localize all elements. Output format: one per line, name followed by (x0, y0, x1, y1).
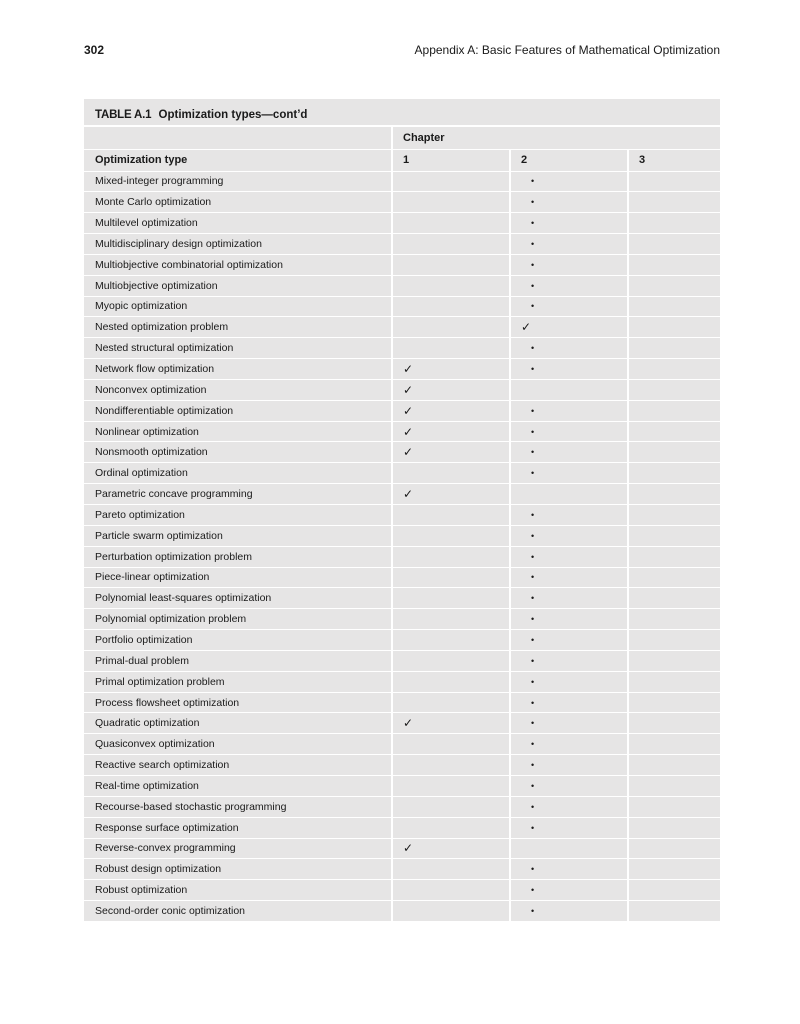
chapter-2-cell (510, 671, 628, 692)
chapter-2-cell (510, 296, 628, 317)
header-empty-cell (84, 127, 392, 149)
check-mark-icon: ✓ (403, 841, 414, 856)
chapter-3-cell (628, 775, 720, 796)
bullet-mark-icon: • (531, 551, 535, 562)
optimization-type-cell: Primal-dual problem (84, 650, 392, 671)
chapter-1-cell (392, 484, 510, 505)
optimization-type-cell: Response surface optimization (84, 817, 392, 838)
chapter-1-cell (392, 650, 510, 671)
check-mark-icon: ✓ (403, 403, 414, 418)
table-row (84, 213, 720, 234)
chapter-group-header: Chapter (392, 127, 720, 149)
chapter-2-cell (510, 609, 628, 630)
optimization-type-cell: Process flowsheet optimization (84, 692, 392, 713)
chapter-1-cell (392, 254, 510, 275)
bullet-mark-icon: • (531, 614, 535, 625)
table-caption (84, 99, 720, 127)
bullet-mark-icon: • (531, 864, 535, 875)
table-row (84, 775, 720, 796)
chapter-1-cell (392, 463, 510, 484)
chapter-1-cell (392, 505, 510, 526)
check-mark-icon: ✓ (403, 716, 414, 731)
header-row-group (84, 127, 720, 149)
chapter-2-cell (510, 817, 628, 838)
chapter-1-cell (392, 734, 510, 755)
optimization-type-cell: Real-time optimization (84, 775, 392, 796)
bullet-mark-icon: • (531, 593, 535, 604)
chapter-1-cell (392, 171, 510, 192)
optimization-type-cell: Myopic optimization (84, 296, 392, 317)
chapter-2-cell (510, 379, 628, 400)
chapter-3-cell (628, 379, 720, 400)
table-row (84, 817, 720, 838)
chapter-2-cell (510, 588, 628, 609)
chapter-1-cell (392, 567, 510, 588)
bullet-mark-icon: • (531, 176, 535, 187)
optimization-type-cell: Perturbation optimization problem (84, 546, 392, 567)
chapter-1-cell (392, 546, 510, 567)
chapter-2-cell (510, 880, 628, 901)
optimization-type-cell: Network flow optimization (84, 359, 392, 380)
running-head: Appendix A: Basic Features of Mathematical Optimization (414, 43, 720, 57)
chapter-3-cell (628, 734, 720, 755)
chapter-3-cell (628, 275, 720, 296)
optimization-type-cell: Quadratic optimization (84, 713, 392, 734)
chapter-1-cell (392, 421, 510, 442)
chapter-3-cell (628, 713, 720, 734)
bullet-mark-icon: • (531, 426, 535, 437)
bullet-mark-icon: • (531, 364, 535, 375)
chapter-2-cell (510, 525, 628, 546)
chapter-2-cell (510, 567, 628, 588)
optimization-type-cell: Particle swarm optimization (84, 525, 392, 546)
chapter-2-cell (510, 213, 628, 234)
chapter-3-cell (628, 421, 720, 442)
table-row (84, 671, 720, 692)
chapter-2-cell (510, 234, 628, 255)
optimization-type-cell: Polynomial optimization problem (84, 609, 392, 630)
chapter-2-cell (510, 484, 628, 505)
bullet-mark-icon: • (531, 530, 535, 541)
bullet-mark-icon: • (531, 822, 535, 833)
check-mark-icon: ✓ (403, 362, 414, 377)
optimization-type-cell: Primal optimization problem (84, 671, 392, 692)
chapter-3-cell (628, 588, 720, 609)
check-mark-icon: ✓ (403, 445, 414, 460)
chapter-1-cell (392, 317, 510, 338)
table-row (84, 505, 720, 526)
bullet-mark-icon: • (531, 676, 535, 687)
chapter-1-cell (392, 859, 510, 880)
chapter-2-cell (510, 171, 628, 192)
optimization-type-cell: Nonconvex optimization (84, 379, 392, 400)
chapter-1-cell (392, 588, 510, 609)
bullet-mark-icon: • (531, 739, 535, 750)
bullet-mark-icon: • (531, 634, 535, 645)
table-row (84, 859, 720, 880)
table-row (84, 254, 720, 275)
table-row (84, 630, 720, 651)
optimization-type-cell: Ordinal optimization (84, 463, 392, 484)
table-row (84, 421, 720, 442)
optimization-type-cell: Robust optimization (84, 880, 392, 901)
chapter-3-cell (628, 463, 720, 484)
chapter-3-cell (628, 192, 720, 213)
chapter-1-cell (392, 901, 510, 922)
bullet-mark-icon: • (531, 468, 535, 479)
bullet-mark-icon: • (531, 343, 535, 354)
chapter-3-cell (628, 525, 720, 546)
optimization-type-cell: Pareto optimization (84, 505, 392, 526)
table-row (84, 734, 720, 755)
chapter-2-cell (510, 546, 628, 567)
optimization-type-cell: Parametric concave programming (84, 484, 392, 505)
chapter-3-cell (628, 317, 720, 338)
optimization-type-header: Optimization type (84, 149, 392, 171)
page-number: 302 (84, 43, 105, 57)
optimization-type-cell: Nested optimization problem (84, 317, 392, 338)
table-row (84, 338, 720, 359)
table-row (84, 234, 720, 255)
chapter-3-cell (628, 505, 720, 526)
chapter-1-cell (392, 755, 510, 776)
chapter-3-cell (628, 817, 720, 838)
table-row (84, 901, 720, 922)
bullet-mark-icon: • (531, 259, 535, 270)
bullet-mark-icon: • (531, 718, 535, 729)
chapter-1-cell (392, 379, 510, 400)
optimization-type-cell: Reverse-convex programming (84, 838, 392, 859)
optimization-type-cell: Nonsmooth optimization (84, 442, 392, 463)
chapter-1-cell (392, 338, 510, 359)
bullet-mark-icon: • (531, 885, 535, 896)
bullet-mark-icon: • (531, 572, 535, 583)
chapter-3-cell (628, 650, 720, 671)
optimization-type-cell: Multilevel optimization (84, 213, 392, 234)
table-row (84, 796, 720, 817)
table-grid (84, 127, 720, 922)
chapter-1-cell (392, 671, 510, 692)
chapter-3-header: 3 (628, 149, 720, 171)
optimization-type-cell: Multiobjective optimization (84, 275, 392, 296)
chapter-1-cell (392, 796, 510, 817)
chapter-1-cell (392, 213, 510, 234)
table-row (84, 609, 720, 630)
header-row-columns (84, 149, 720, 171)
chapter-3-cell (628, 254, 720, 275)
chapter-3-cell (628, 400, 720, 421)
table-row (84, 463, 720, 484)
table-row (84, 484, 720, 505)
bullet-mark-icon: • (531, 655, 535, 666)
optimization-type-cell: Portfolio optimization (84, 630, 392, 651)
bullet-mark-icon: • (531, 218, 535, 229)
chapter-1-cell (392, 359, 510, 380)
optimization-types-table (84, 99, 720, 922)
table-row (84, 359, 720, 380)
chapter-3-cell (628, 296, 720, 317)
table-row (84, 192, 720, 213)
chapter-2-cell (510, 317, 628, 338)
chapter-2-cell (510, 338, 628, 359)
optimization-type-cell: Robust design optimization (84, 859, 392, 880)
chapter-2-cell (510, 630, 628, 651)
bullet-mark-icon: • (531, 238, 535, 249)
bullet-mark-icon: • (531, 280, 535, 291)
chapter-1-cell (392, 713, 510, 734)
chapter-2-header: 2 (510, 149, 628, 171)
chapter-3-cell (628, 213, 720, 234)
chapter-2-cell (510, 254, 628, 275)
table-row (84, 171, 720, 192)
chapter-1-cell (392, 234, 510, 255)
bullet-mark-icon: • (531, 905, 535, 916)
chapter-2-cell (510, 650, 628, 671)
chapter-2-cell (510, 796, 628, 817)
table-row (84, 650, 720, 671)
chapter-3-cell (628, 484, 720, 505)
chapter-3-cell (628, 796, 720, 817)
optimization-type-cell: Multiobjective combinatorial optimization (84, 254, 392, 275)
chapter-3-cell (628, 859, 720, 880)
table-caption-text: Optimization types—cont’d (158, 109, 308, 121)
chapter-3-cell (628, 901, 720, 922)
chapter-1-cell (392, 275, 510, 296)
chapter-3-cell (628, 838, 720, 859)
chapter-2-cell (510, 713, 628, 734)
chapter-1-cell (392, 880, 510, 901)
chapter-2-cell (510, 505, 628, 526)
optimization-type-cell: Monte Carlo optimization (84, 192, 392, 213)
chapter-2-cell (510, 400, 628, 421)
table-row (84, 442, 720, 463)
chapter-2-cell (510, 692, 628, 713)
table-row (84, 317, 720, 338)
check-mark-icon: ✓ (403, 487, 414, 502)
table-row (84, 692, 720, 713)
chapter-3-cell (628, 609, 720, 630)
table-row (84, 838, 720, 859)
optimization-type-cell: Nondifferentiable optimization (84, 400, 392, 421)
chapter-1-cell (392, 192, 510, 213)
optimization-type-cell: Multidisciplinary design optimization (84, 234, 392, 255)
optimization-type-cell: Recourse-based stochastic programming (84, 796, 392, 817)
bullet-mark-icon: • (531, 780, 535, 791)
chapter-1-cell (392, 630, 510, 651)
chapter-1-cell (392, 609, 510, 630)
optimization-type-cell: Piece-linear optimization (84, 567, 392, 588)
bullet-mark-icon: • (531, 301, 535, 312)
chapter-2-cell (510, 734, 628, 755)
optimization-type-cell: Quasiconvex optimization (84, 734, 392, 755)
chapter-1-cell (392, 400, 510, 421)
table-row (84, 275, 720, 296)
chapter-3-cell (628, 171, 720, 192)
table-row (84, 296, 720, 317)
chapter-2-cell (510, 775, 628, 796)
chapter-3-cell (628, 755, 720, 776)
chapter-1-cell (392, 296, 510, 317)
table-row (84, 880, 720, 901)
table-row (84, 713, 720, 734)
bullet-mark-icon: • (531, 697, 535, 708)
check-mark-icon: ✓ (521, 320, 532, 335)
table-row (84, 755, 720, 776)
chapter-3-cell (628, 692, 720, 713)
chapter-1-header: 1 (392, 149, 510, 171)
chapter-3-cell (628, 880, 720, 901)
bullet-mark-icon: • (531, 509, 535, 520)
chapter-1-cell (392, 525, 510, 546)
table-row (84, 379, 720, 400)
chapter-2-cell (510, 859, 628, 880)
table-row (84, 400, 720, 421)
chapter-3-cell (628, 359, 720, 380)
chapter-2-cell (510, 421, 628, 442)
table-body (84, 171, 720, 921)
chapter-2-cell (510, 192, 628, 213)
table-row (84, 525, 720, 546)
chapter-3-cell (628, 671, 720, 692)
chapter-3-cell (628, 234, 720, 255)
check-mark-icon: ✓ (403, 382, 414, 397)
bullet-mark-icon: • (531, 760, 535, 771)
optimization-type-cell: Nonlinear optimization (84, 421, 392, 442)
chapter-2-cell (510, 463, 628, 484)
bullet-mark-icon: • (531, 197, 535, 208)
table-caption-label: TABLE A.1 (95, 109, 152, 121)
chapter-2-cell (510, 755, 628, 776)
check-mark-icon: ✓ (403, 424, 414, 439)
chapter-3-cell (628, 567, 720, 588)
table-row (84, 546, 720, 567)
optimization-type-cell: Mixed-integer programming (84, 171, 392, 192)
chapter-3-cell (628, 338, 720, 359)
optimization-type-cell: Polynomial least-squares optimization (84, 588, 392, 609)
bullet-mark-icon: • (531, 447, 535, 458)
optimization-type-cell: Nested structural optimization (84, 338, 392, 359)
chapter-2-cell (510, 275, 628, 296)
bullet-mark-icon: • (531, 405, 535, 416)
chapter-2-cell (510, 359, 628, 380)
chapter-3-cell (628, 630, 720, 651)
table-row (84, 567, 720, 588)
chapter-1-cell (392, 838, 510, 859)
bullet-mark-icon: • (531, 801, 535, 812)
chapter-1-cell (392, 692, 510, 713)
chapter-2-cell (510, 901, 628, 922)
chapter-3-cell (628, 442, 720, 463)
chapter-2-cell (510, 838, 628, 859)
chapter-2-cell (510, 442, 628, 463)
optimization-type-cell: Second-order conic optimization (84, 901, 392, 922)
table-row (84, 588, 720, 609)
chapter-1-cell (392, 442, 510, 463)
chapter-1-cell (392, 817, 510, 838)
optimization-type-cell: Reactive search optimization (84, 755, 392, 776)
chapter-3-cell (628, 546, 720, 567)
chapter-1-cell (392, 775, 510, 796)
